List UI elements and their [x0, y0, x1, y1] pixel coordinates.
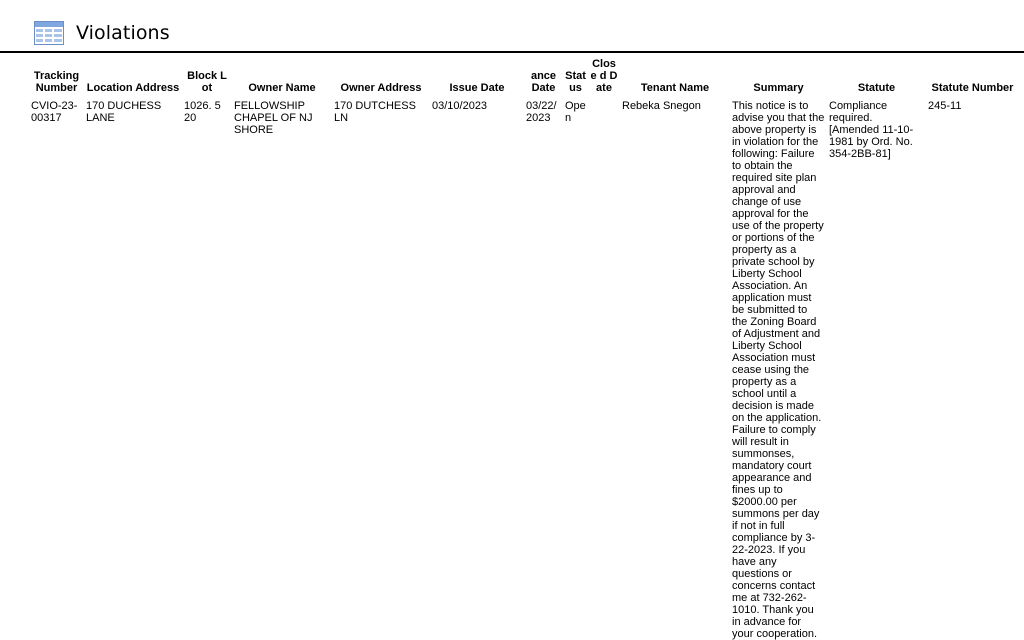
location-address-cell: 170 DUCHESS LANE: [86, 100, 162, 124]
compliance-date-cell: 03/22/ 2023: [526, 100, 557, 124]
status-cell: Open: [565, 100, 586, 124]
column-header[interactable]: Block Lot: [187, 70, 227, 94]
report-title: Violations: [76, 22, 170, 44]
owner-address-cell: 170 DUTCHESS LN: [334, 100, 416, 124]
column-header[interactable]: Stat us: [565, 70, 586, 94]
owner-name-cell: FELLOWSHIP CHAPEL OF NJ SHORE: [234, 100, 313, 136]
column-header[interactable]: Tenant Name: [640, 82, 710, 94]
report-header: [8, 18, 170, 48]
column-header[interactable]: Summary: [753, 82, 804, 94]
column-header[interactable]: Tracking Number: [33, 70, 80, 94]
table-header-row: [29, 58, 1019, 97]
column-header[interactable]: Issue Date: [449, 82, 505, 94]
table-row: [29, 97, 1019, 640]
column-header[interactable]: Close d Date: [590, 58, 618, 94]
statute-number-cell: 245-11: [928, 100, 962, 112]
table-grid-icon: [34, 21, 64, 45]
violations-table: [29, 58, 1019, 640]
summary-cell: This notice is to advise you that the above property is in violation for the following: Failure to obtain the required site plan approval and change of use approval for the use of the property or portions of the property as a private school by Liberty School Association. An application must be submitted to the Zoning Board of Adjustment and Liberty School Association must cease using the property as a school until a decision is made on the application. Failure to comply will result in summonses, mandatory court appearance and fines up to $2000.00 per summons per day if not in full compliance by 3-22-2023. If you have any questions or concerns contact me at 732-262-1010. Thank you in advance for your cooperation.: [732, 100, 825, 640]
title-divider: [0, 51, 1024, 53]
block-lot-cell: 1026. 5 20: [184, 100, 221, 124]
column-header[interactable]: Location Address: [86, 82, 180, 94]
column-header[interactable]: ance Date: [530, 70, 557, 94]
issue-date-cell: 03/10/2023: [432, 100, 488, 112]
closed-date-cell: [588, 97, 620, 640]
column-header[interactable]: Owner Name: [248, 82, 316, 94]
column-header[interactable]: Owner Address: [340, 82, 422, 94]
column-header[interactable]: Statute Number: [931, 82, 1014, 94]
column-header[interactable]: Statute: [857, 82, 896, 94]
statute-cell: Compliance required. [Amended 11-10-1981 by Ord. No. 354-2BB-81]: [829, 100, 914, 160]
tracking-number-cell[interactable]: CVIO-23-00317: [31, 100, 78, 124]
tenant-name-cell: Rebeka Snegon: [622, 100, 701, 112]
